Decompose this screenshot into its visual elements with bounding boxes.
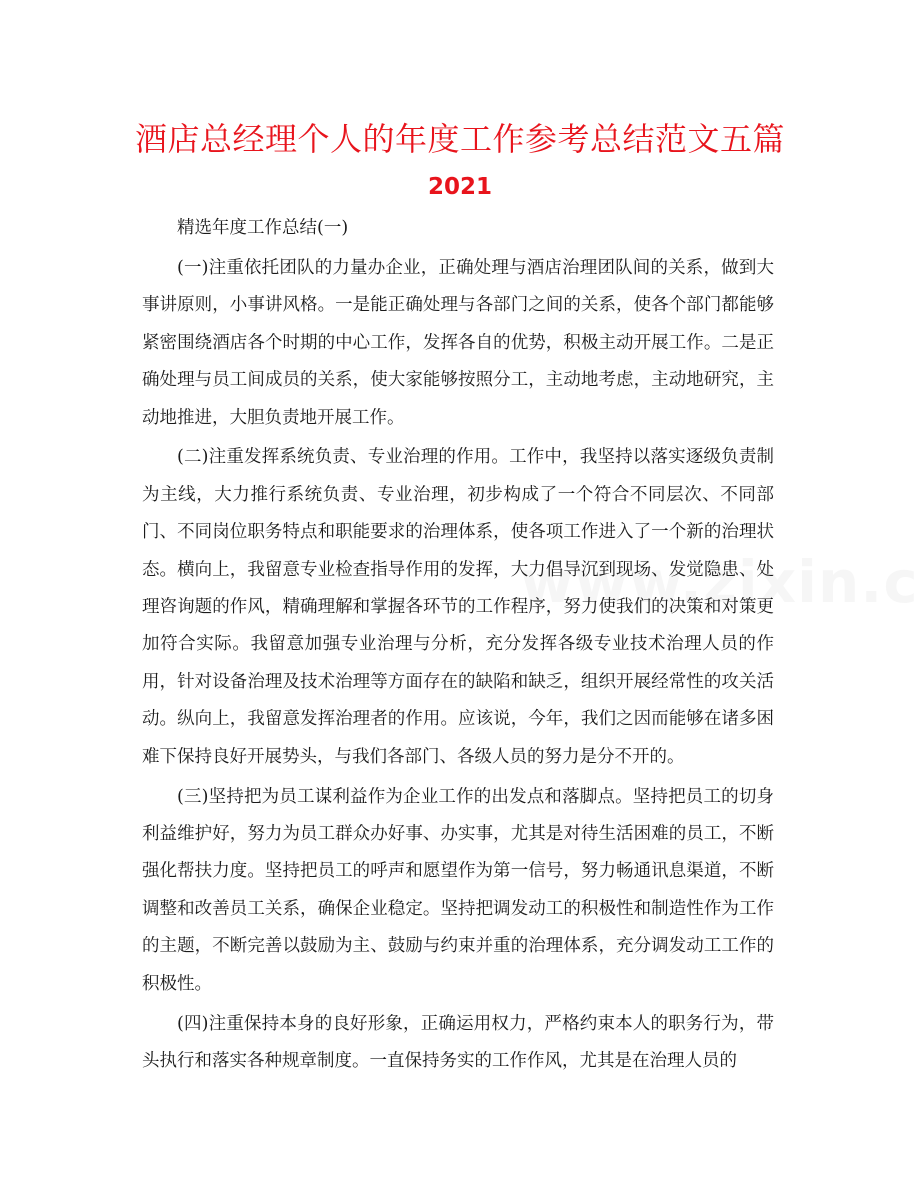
paragraph-4: (四)注重保持本身的良好形象，正确运用权力，严格约束本人的职务行为，带头执行和落实各种规章制度。一直保持务实的工作作风，尤其是在治理人员的 <box>142 1013 774 1071</box>
paragraph-1: (一)注重依托团队的力量办企业，正确处理与酒店治理团队间的关系，做到大事讲原则，小事讲风格。一是能正确处理与各部门之间的关系，使各个部门都能够紧密围绕酒店各个时期的中心工作，发挥各自的优势，积极主动开展工作。二是正确处理与员工间成员的关系，使大家能够按照分工，主动地考虑，主动地研究，主动地推进，大胆负责地开展工作。 <box>142 257 774 428</box>
section-heading: 精选年度工作总结(一) <box>177 218 349 238</box>
document-body <box>142 210 774 1083</box>
paragraph-3: (三)坚持把为员工谋利益作为企业工作的出发点和落脚点。坚持把员工的切身利益维护好，努力为员工群众办好事、办实事，尤其是对待生活困难的员工，不断强化帮扶力度。坚持把员工的呼声和愿望作为第一信号，努力畅通讯息渠道，不断调整和改善员工关系，确保企业稳定。坚持把调发动工的积极性和制造性作为工作的主题，不断完善以鼓励为主、鼓励与约束并重的治理体系，充分调发动工工作的积极性。 <box>142 786 774 994</box>
document-year: 2021 <box>427 174 492 200</box>
document-title: 酒店总经理个人的年度工作参考总结范文五篇 <box>134 120 785 158</box>
paragraph-2: (二)注重发挥系统负责、专业治理的作用。工作中，我坚持以落实逐级负责制为主线，大力推行系统负责、专业治理，初步构成了一个符合不同层次、不同部门、不同岗位职务特点和职能要求的治理体系，使各项工作进入了一个新的治理状态。横向上，我留意专业检查指导作用的发挥，大力倡导沉到现场、发觉隐患、处理咨询题的作风，精确理解和掌握各环节的工作程序，努力使我们的决策和对策更加符合实际。我留意加强专业治理与分析，充分发挥各级专业技术治理人员的作用，针对设备治理及技术治理等方面存在的缺陷和缺乏，组织开展经常性的攻关活动。纵向上，我留意发挥治理者的作用。应该说，今年，我们之因而能够在诸多困难下保持良好开展势头，与我们各部门、各级人员的努力是分不开的。 <box>142 447 774 767</box>
